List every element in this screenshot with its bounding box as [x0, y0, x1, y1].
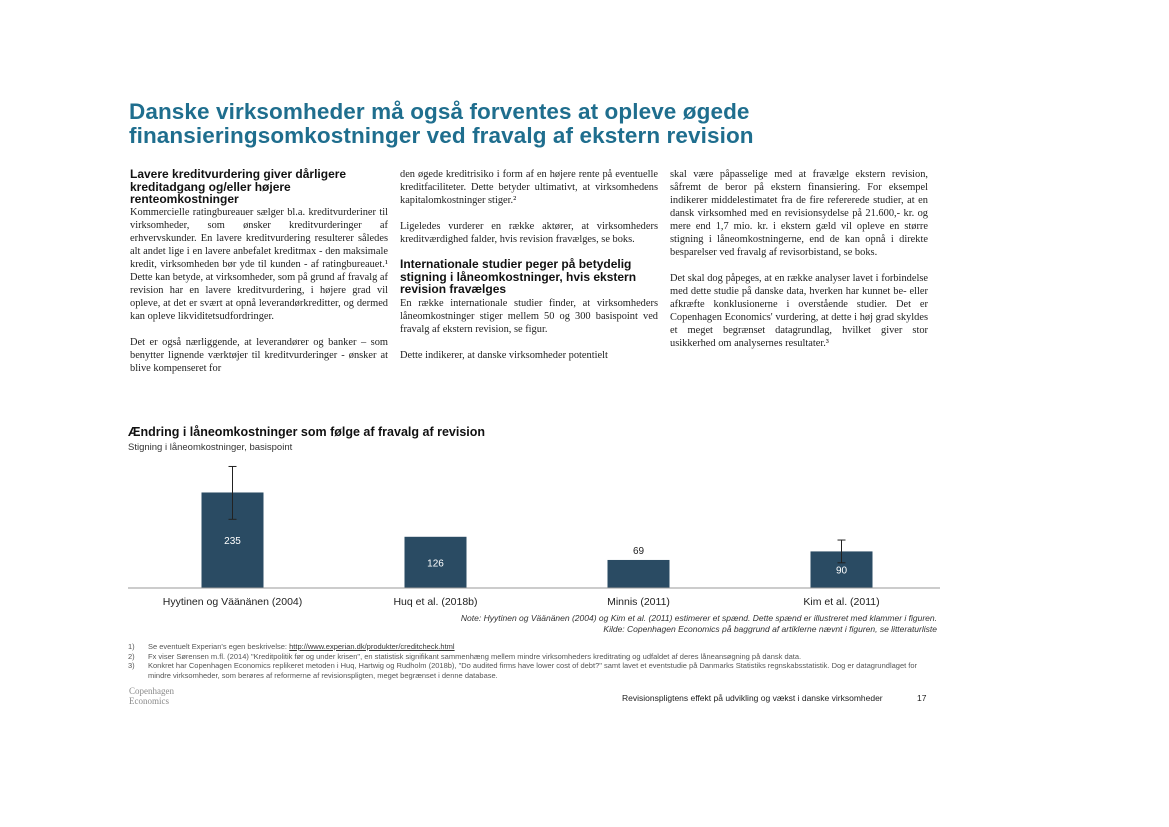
- paragraph: Dette indikerer, at danske virksomheder potentielt: [400, 349, 608, 361]
- paragraph: Det skal dog påpeges, at en række analyser lavet i forbindelse med dette studie på danske data, hverken har kunnet be- eller afkræfte konklusionerne i overstående studier. Det er Copenhagen Economics' vurdering, at dette i høj grad skyldes et meget begrænset datagrundlag, hvilket giver stor usikkerhed om analysernes resultater.³: [670, 273, 928, 349]
- category-label: Hyytinen og Väänänen (2004): [162, 596, 303, 608]
- footnote-text: Konkret har Copenhagen Economics replikeret metoden i Huq, Hartwig og Rudholm (2018b), "Do audited firms have lower cost of debt?" samt lavet et eventstudie på Danmarks Statistiks regnskabsstatistik. Dog er datagrundlaget for mindre virksomheder, som berøres af reformerne af revisionspligten, meget begrænset i denne database.: [148, 661, 918, 680]
- chart-title: Ændring i låneomkostninger som følge af fravalg af revision: [128, 425, 486, 439]
- category-label: Huq et al. (2018b): [393, 596, 478, 608]
- footnote-number: 3): [128, 661, 135, 670]
- copenhagen-economics-logo: [129, 686, 174, 706]
- data-label: 90: [835, 565, 848, 577]
- data-label: 235: [224, 536, 241, 548]
- paragraph: Ligeledes vurderer en række aktører, at virksomheders kreditværdighed falder, hvis revision fravælges, se boks.: [400, 221, 658, 245]
- footnotes: [128, 642, 938, 680]
- bar: [608, 560, 670, 588]
- footer-report-title: Revisionspligtens effekt på udvikling og vækst i danske virksomheder: [622, 693, 883, 703]
- data-label: 69: [632, 545, 645, 557]
- logo-line1: Copenhagen: [129, 686, 174, 696]
- chart-source: Kilde: Copenhagen Economics på baggrund af artiklerne nævnt i figuren, se litteraturliste: [603, 624, 937, 634]
- text-column-3: [670, 168, 928, 350]
- page-title-line2: finansieringsomkostninger ved fravalg af ekstern revision: [129, 123, 754, 148]
- data-label: 126: [427, 558, 444, 570]
- chart-note: Note: Hyytinen og Väänänen (2004) og Kim et al. (2011) estimerer et spænd. Dette spænd er illustreret med klammer i figuren.: [460, 613, 937, 623]
- paragraph: den øgede kreditrisiko i form af en højere rente på eventuelle kreditfaciliteter. Dette betyder ultimativt, at virksomhedens kapitalomkostninger stiger.²: [400, 169, 658, 206]
- category-label: Minnis (2011): [607, 596, 670, 608]
- experian-link[interactable]: http://www.experian.dk/produkter/creditcheck.html: [289, 642, 455, 651]
- footnote-1: [128, 642, 938, 652]
- logo-line2: Economics: [129, 696, 169, 706]
- footnote-number: 2): [128, 651, 135, 661]
- bar-chart: [128, 455, 940, 613]
- footnote-text: Se eventuelt Experian's egen beskrivelse:: [148, 642, 290, 651]
- footnote-3: [128, 661, 938, 680]
- paragraph: Kommercielle ratingbureauer sælger bl.a. kreditvurderiner til virksomheder, som ønsker kreditvurderinger af erhvervskunder. En lavere kreditvurdering resulterer således alt andet lige i en lavere anbefalet kreditmax - den maksimale kredit, virksomheden bør yde til kunden - af ratingbureauet.¹ Dette kan betyde, at virksomheder, som på grund af fravalg af revision har en lavere kreditvurdering, i højere grad vil opleve, at det er svært at opnå leverandørkreditter, og dermed kan opleve likviditetsudfordringer.: [130, 206, 388, 322]
- section-heading-international-studies: Internationale studier peger på betydelig stigning i låneomkostninger, hvis ekstern revision fravælges: [400, 257, 637, 296]
- text-column-2: [400, 168, 658, 362]
- page-title: [129, 100, 1029, 148]
- paragraph: En række internationale studier finder, at virksomheders låneomkostninger stiger mellem 50 og 300 basispoint ved fravalg af ekstern revision, se figur.: [400, 297, 658, 335]
- page-number: 17: [917, 693, 927, 703]
- category-label: Kim et al. (2011): [803, 596, 880, 608]
- chart-subtitle: Stigning i låneomkostninger, basispoint: [128, 442, 293, 453]
- footnote-text: Fx viser Sørensen m.fl. (2014) "Kreditpolitik før og under krisen", en statistisk signifikant sammenhæng mellem mindre virksomheders kreditrating og udfaldet af deres låneansøgning på dansk data.: [148, 651, 802, 661]
- text-column-1: [130, 168, 388, 375]
- page-title-line1: Danske virksomheder må også forventes at opleve øgede: [129, 99, 750, 124]
- paragraph: skal være påpasselige med at fravælge ekstern revision, såfremt de beror på ekstern finansiering. For eksempel indikerer middelestimatet fra de fire refererede studier, at en dansk virksomhed med en revisionsydelse på 21.600,- kr. og mere end 1,7 mio. kr. i ekstern gæld vil opleve en større stigning i låneomkostningerne, end de kan opnå i direkte besparelser ved fravalg af revisorbistand, se boks.: [670, 169, 928, 258]
- paragraph: Det er også nærliggende, at leverandører og banker – som benytter lignende værktøjer til kreditvurderinger - ønsker at blive kompenseret for: [130, 336, 388, 374]
- footnote-number: 1): [128, 642, 135, 651]
- section-heading-credit-rating: Lavere kreditvurdering giver dårligere kreditadgang og/eller højere renteomkostninger: [130, 167, 347, 206]
- footnote-2: [128, 652, 938, 662]
